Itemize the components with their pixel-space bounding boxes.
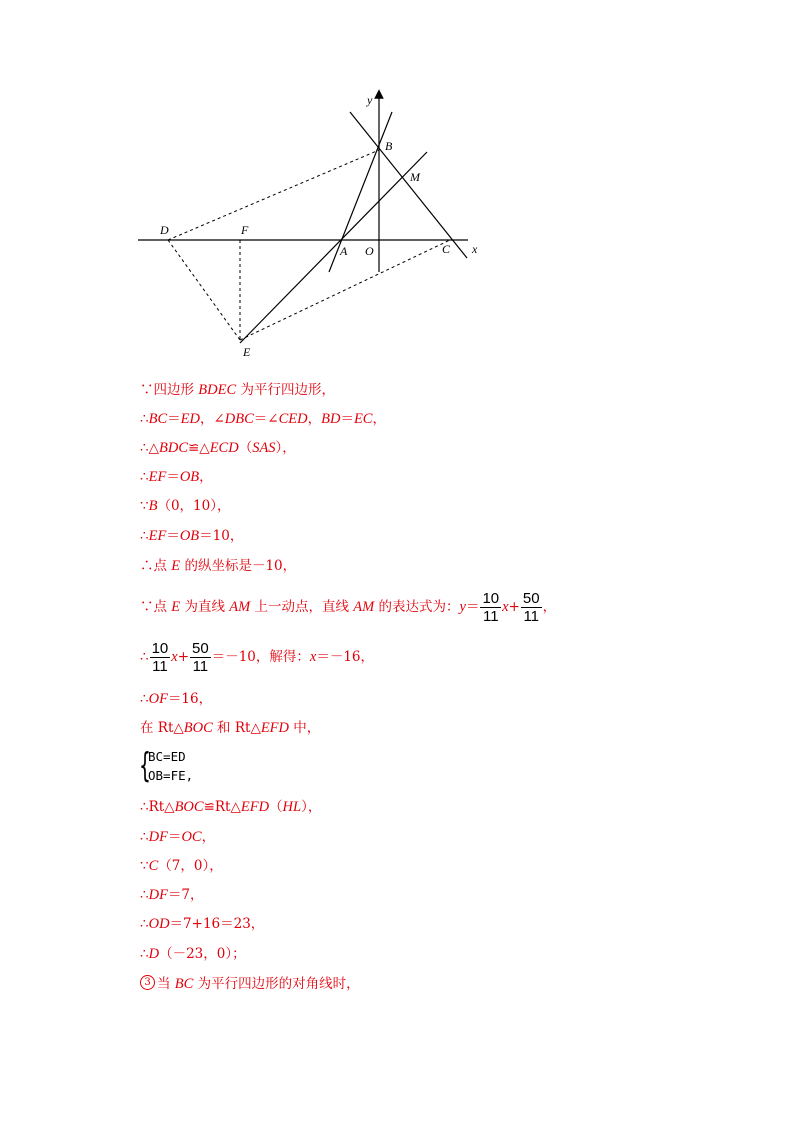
proof-line-1 [140,381,335,399]
text: ＝－16， [316,649,375,665]
geometry-figure [130,85,490,365]
text: 在 Rt△ [140,720,184,736]
text: ， [201,829,216,845]
text: 为平行四边形， [236,382,335,398]
text: ＝7+16＝23， [169,916,265,932]
text: + [177,649,190,665]
segment-de [168,240,240,340]
text: ∴ [140,691,149,707]
label-e: E [243,345,251,359]
proof-line-16 [140,915,264,933]
proof-line-11 [140,719,320,737]
text: 的表达式为： [374,599,460,615]
system-row: OB=FE, [148,768,194,783]
fraction [521,590,542,625]
text: ， [372,411,386,427]
proof-line-14 [140,857,223,875]
math-var: SAS [252,440,276,456]
proof-line-3 [140,439,296,457]
math-var: OD [148,916,170,932]
math-var: C [148,858,159,874]
text: 为直线 [180,599,230,615]
math-var: HL [282,799,302,815]
text: ， [307,411,322,427]
text: ）， [301,799,322,815]
math-var: DBC [224,411,254,427]
text: ＝ [465,599,480,615]
system-row: BC=ED [148,749,186,764]
text: ∵点 [140,599,172,615]
denominator: 11 [192,658,209,675]
text: ∴△ [140,440,159,456]
text: ＝ [340,411,354,427]
denominator: 11 [483,608,499,625]
left-brace: { [139,746,151,786]
text: ＝ [166,528,180,544]
denominator: 11 [523,608,540,625]
math-var: y [459,599,466,615]
text: ，∠ [199,411,225,427]
math-var: BOC [174,799,204,815]
math-var: AM [229,599,251,615]
math-var: x [502,599,509,615]
text: 当 [157,976,175,992]
text: ∴ [140,946,149,962]
text: ∴ [140,829,149,845]
math-var: EFD [240,799,270,815]
text: ＝∠ [253,411,279,427]
proof-line-17 [140,945,246,963]
text: ∴Rt△ [140,799,175,815]
math-var: BDEC [198,382,237,398]
math-var: DF [148,887,168,903]
numerator: 50 [522,590,540,607]
text: （0，10）， [157,498,231,514]
text: 和 Rt△ [212,720,261,736]
label-c: C [442,242,451,256]
proof-line-15 [140,886,204,904]
text: ， [199,469,213,485]
proof-line-10 [140,690,212,708]
proof-line-13 [140,828,215,846]
text: （7，0）， [158,858,223,874]
text: ＝ [166,469,180,485]
text: ∴ [140,411,149,427]
text: ∴ [140,887,149,903]
text: ∴ [140,916,149,932]
text: 为平行四边形的对角线时， [193,976,360,992]
text: ＝7， [167,887,204,903]
text: 上一动点，直线 [250,599,354,615]
math-var: OB [179,528,200,544]
line-bc [350,112,467,258]
numerator: 10 [482,590,500,607]
text: ＝ [167,411,181,427]
math-var: OC [181,829,202,845]
math-var: EFD [260,720,290,736]
text: ， [542,599,557,615]
text: （－23，0）； [159,946,246,962]
text: ∴ [140,469,149,485]
text: 中， [289,720,321,736]
text: ∴点 [140,558,172,574]
math-var: EC [353,411,373,427]
label-y: y [367,93,373,107]
proof-line-12 [140,798,321,816]
proof-line-7 [140,557,296,575]
proof-line-4 [140,468,213,486]
line-ab [329,112,392,272]
circled-number: 3 [140,975,155,990]
text: ∵ [140,498,149,514]
text: （ [238,440,253,456]
fraction [190,640,211,675]
math-var: OF [148,691,168,707]
label-f: F [241,223,249,237]
line-am [240,152,427,343]
text: 的纵坐标是－10， [180,558,297,574]
math-var: EF [148,469,167,485]
math-var: BDC [158,440,188,456]
text: ≌Rt△ [203,799,241,815]
proof-line-2 [140,410,386,428]
math-var: AM [353,599,375,615]
math-var: DF [148,829,168,845]
label-a: A [340,244,348,258]
proof-line-5 [140,497,230,515]
equation-system [140,747,193,785]
text: ∵ [140,858,149,874]
math-var: x [171,649,178,665]
math-var: BOC [183,720,213,736]
text: ＝－10，解得： [211,649,310,665]
proof-line-9 [140,640,374,675]
math-var: E [171,599,181,615]
denominator: 11 [152,658,168,675]
math-var: EF [148,528,167,544]
text: （ [269,799,283,815]
math-var: BD [321,411,341,427]
proof-line-18 [140,975,360,993]
numerator: 50 [192,640,209,657]
text: ）， [275,440,296,456]
math-var: OB [179,469,200,485]
text: + [508,599,520,615]
math-var: ECD [209,440,239,456]
math-var: x [309,649,317,665]
math-var: B [148,498,158,514]
text: ∴ [140,649,149,665]
text: ＝10， [199,528,244,544]
text: ≌△ [187,440,210,456]
text: ＝ [167,829,182,845]
proof-line-6 [140,527,243,545]
proof-line-8 [140,590,556,625]
fraction [480,590,501,625]
math-var: E [171,558,181,574]
text: ∵四边形 [140,382,199,398]
label-o: O [365,244,374,258]
math-var: D [148,946,160,962]
math-var: BC [148,411,168,427]
math-var: ED [180,411,200,427]
fraction [150,640,171,675]
label-m: M [410,170,420,184]
text: ＝16， [167,691,213,707]
label-b: B [385,139,393,153]
numerator: 10 [151,640,169,657]
math-var: BC [174,976,194,992]
label-x: x [472,242,478,256]
math-var: CED [278,411,308,427]
text: ∴ [140,528,149,544]
label-d: D [160,223,169,237]
